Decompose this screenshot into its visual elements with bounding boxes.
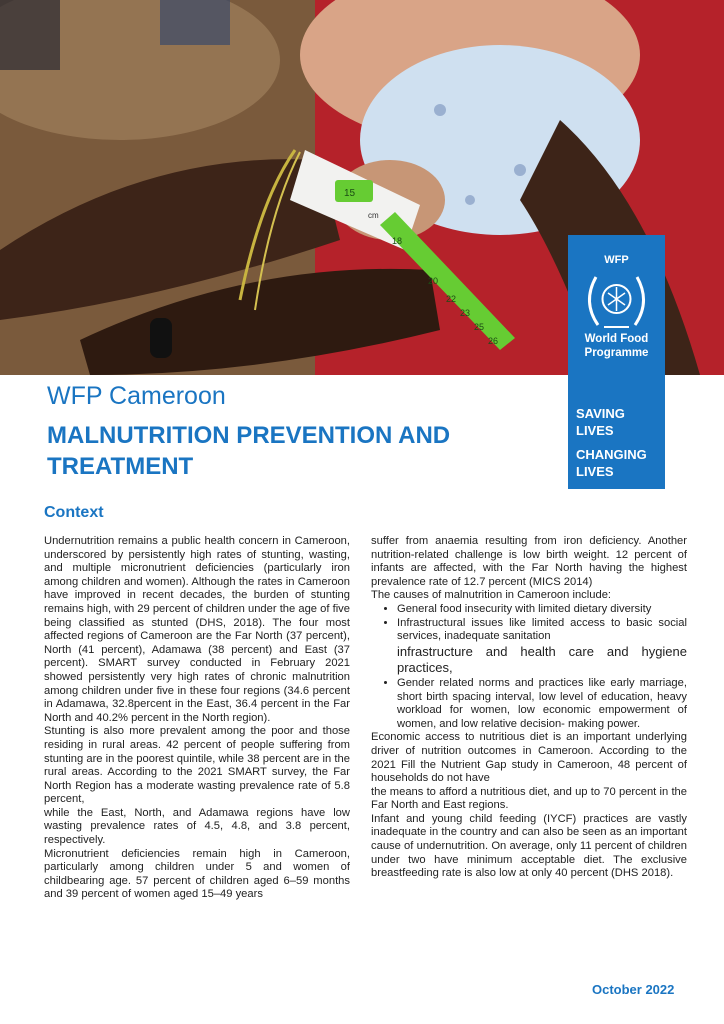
tape-number-22: 22 <box>446 294 457 304</box>
document-title: MALNUTRITION PREVENTION AND TREATMENT <box>47 422 451 480</box>
list-item-text-large: infrastructure and health care and hygiene practices, <box>397 643 687 676</box>
tape-number-23: 23 <box>460 308 471 318</box>
tape-number-15: 15 <box>344 188 356 199</box>
paragraph: Undernutrition remains a public health concern in Cameroon, underscored by persistently high rates of stunting, wasting, and multiple micronutrient deficiencies (particularly iron among children and women). Although the rates in Cameroon have improved in recent decades, the burden of stunting remains high, with 29 percent of children under the age of five being classified as stunted (DHS, 2018). The four most affected regions of Cameroon are the Far North (37 percent), North (41 percent), Adamawa (38 percent) and East (37 percent). SMART survey conducted in February 2021 showed persistently very high rates of chronic malnutrition among children under five in these four regions (34.6 percent in Adamawa, 32.8percent in the East, 36.4 percent in the Far North and 40.2% percent in the North region). <box>44 535 350 724</box>
paragraph: Micronutrient deficiencies remain high in Cameroon, particularly among children under 5 and women of childbearing age. 57 percent of children aged 6–59 months and 39 percent of women aged 15–49 years <box>44 847 350 901</box>
list-item: • Gender related norms and practices like early marriage, short birth spacing interval, low level of education, heavy workload for women, low economic empowerment of women, and low relative decision- making power. <box>397 677 687 731</box>
causes-list <box>371 603 687 731</box>
tape-number-25: 25 <box>474 322 485 332</box>
paragraph: Stunting is also more prevalent among the poor and those residing in rural areas. 42 percent of people suffering from stunting are in the poorest quintile, while 38 percent are in the rural areas. According to the 2021 SMART survey, the Far North Region has a moderate wasting prevalence rate of 5.8 percent, <box>44 725 350 806</box>
tape-number-18: 18 <box>392 236 403 246</box>
paragraph: The causes of malnutrition in Cameroon include: <box>371 589 612 602</box>
left-column <box>44 535 350 902</box>
publication-date: October 2022 <box>592 982 675 997</box>
paragraph: Infant and young child feeding (IYCF) practices are vastly inadequate in the country and can also be seen as an important cause of undernutrition. On average, only 11 percent of children under two have minimum acceptable diet. The exclusive breastfeeding rate is also low at only 40 percent (DHS 2018). <box>371 812 687 880</box>
list-item <box>397 617 687 677</box>
paragraph: the means to afford a nutritious diet, and up to 70 percent in the Far North and East regions. <box>371 785 687 812</box>
document-org-title: WFP Cameroon <box>47 382 226 410</box>
wfp-logo-panel <box>568 235 665 489</box>
wfp-abbreviation: WFP <box>604 254 629 266</box>
paragraph: suffer from anaemia resulting from iron deficiency. Another nutrition-related challenge is low birth weight. 12 percent of infants are affected, with the Far North having the highest prevalence rate of 12.7 percent (MICS 2014) <box>371 535 687 588</box>
slogan-saving-lives: SAVING LIVES <box>576 406 625 438</box>
section-heading-context: Context <box>44 504 104 521</box>
list-item: • General food insecurity with limited dietary diversity <box>397 603 687 617</box>
tape-number-20: 20 <box>428 276 439 286</box>
slogan-changing-lives: CHANGING LIVES <box>576 447 647 479</box>
wfp-name: World Food Programme <box>584 333 649 359</box>
list-item-text: Infrastructural issues like limited access to basic social services, inadequate sanitation <box>397 616 687 643</box>
tape-unit-cm: cm <box>368 211 379 220</box>
right-column <box>371 535 687 881</box>
paragraph: Economic access to nutritious diet is an important underlying driver of nutrition outcomes in Cameroon. According to the 2021 Fill the Nutrient Gap study in Cameroon, 48 percent of households do not have <box>371 731 687 785</box>
tape-number-26: 26 <box>488 336 499 346</box>
paragraph: while the East, North, and Adamawa regions have low wasting prevalence rates of 4.5, 4.8, and 3.8 percent, respectively. <box>44 806 350 847</box>
wfp-emblem-icon <box>568 267 665 337</box>
